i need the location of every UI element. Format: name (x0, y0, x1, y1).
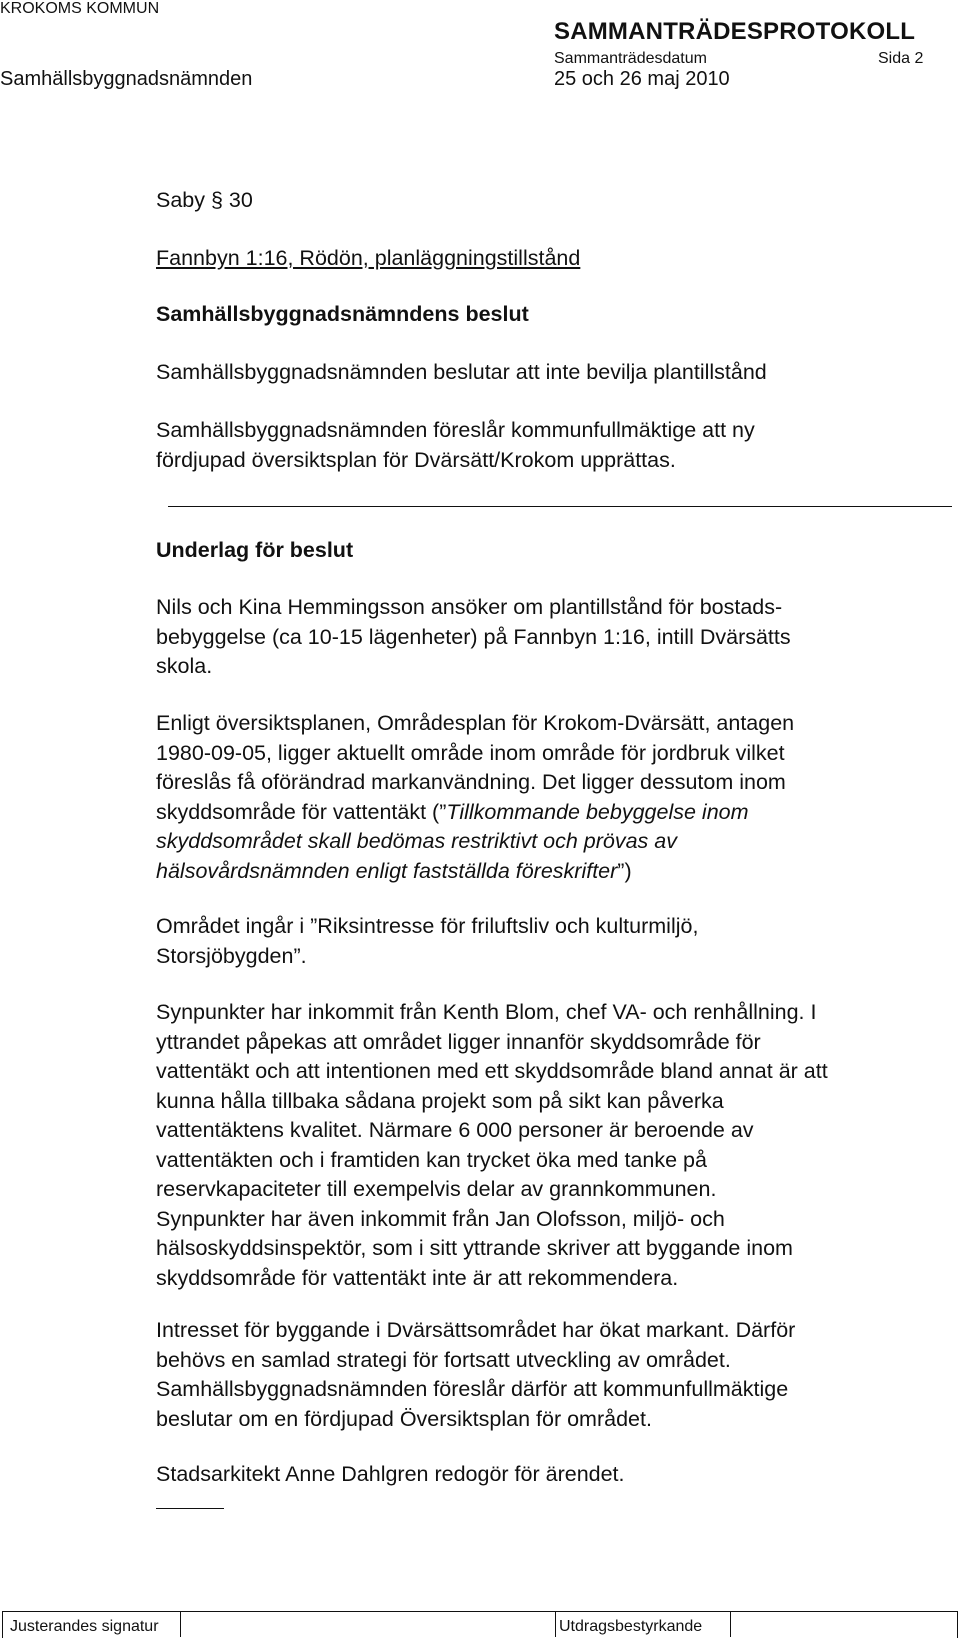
basis-paragraph-4 (156, 998, 946, 1293)
text-line: Samhällsbyggnadsnämnden föreslår kommunfullmäktige att ny (156, 418, 755, 442)
text-line: Storsjöbygden”. (156, 943, 307, 968)
certification-label: Utdragsbestyrkande (559, 1618, 703, 1635)
document-type: SAMMANTRÄDESPROTOKOLL (554, 18, 916, 45)
text-line: Området ingår i ”Riksintresse för friluftsliv och kulturmiljö, (156, 914, 699, 938)
text-line: Samhällsbyggnadsnämnden föreslår därför att kommunfullmäktige (156, 1377, 789, 1401)
footer-divider-2 (555, 1611, 556, 1637)
basis-paragraph-2 (156, 709, 946, 886)
text-line: föreslås få oförändrad markanvändning. Det ligger dessutom inom (156, 770, 786, 794)
meeting-date: 25 och 26 maj 2010 (554, 68, 730, 90)
decision-paragraph-2 (156, 416, 946, 475)
text-run: skyddsområde för vattentäkt (” (156, 799, 447, 824)
basis-paragraph-6: Stadsarkitekt Anne Dahlgren redogör för ärendet. (156, 1462, 625, 1486)
basis-paragraph-5 (156, 1316, 946, 1434)
footer-divider-3 (730, 1611, 731, 1637)
text-line: vattentäkten och i framtiden kan trycket öka med tanke på (156, 1147, 707, 1172)
quoted-regulation: hälsovårdsnämnden enligt fastställda föreskrifter (156, 858, 618, 883)
text-line: hälsoskyddsinspektör, som i sitt yttrande skriver att byggande inom (156, 1236, 793, 1260)
text-line: kunna hålla tillbaka sådana projekt som på sikt kan påverka (156, 1088, 724, 1113)
text-line: Intresset för byggande i Dvärsättsområdet har ökat markant. Därför (156, 1318, 796, 1342)
text-line (156, 827, 946, 857)
end-marker-line (156, 1508, 224, 1509)
committee-name: Samhällsbyggnadsnämnden (0, 68, 253, 90)
date-label: Sammanträdesdatum (554, 50, 707, 67)
decision-paragraph-1: Samhällsbyggnadsnämnden beslutar att inte bevilja plantillstånd (156, 360, 767, 384)
section-divider (168, 506, 952, 507)
text-line: bebyggelse (ca 10-15 lägenheter) på Fannbyn 1:16, intill Dvärsätts (156, 624, 791, 649)
text-line: vattentäkt och att intentionen med ett skyddsområde bland annat är att (156, 1059, 828, 1083)
text-line (156, 857, 946, 887)
text-line: Nils och Kina Hemmingsson ansöker om plantillstånd för bostads- (156, 595, 783, 619)
org-name: KROKOMS KOMMUN (0, 0, 160, 17)
text-line: skyddsområde för vattentäkt inte är att rekommendera. (156, 1265, 679, 1290)
case-title: Fannbyn 1:16, Rödön, planläggningstillstånd (156, 246, 581, 270)
basis-paragraph-1 (156, 593, 946, 682)
text-line (156, 798, 946, 828)
text-line: vattentäktens kvalitet. Närmare 6 000 personer är beroende av (156, 1118, 754, 1142)
text-run: ”) (617, 858, 632, 883)
signature-label: Justerandes signatur (10, 1618, 159, 1635)
text-line: yttrandet påpekas att området ligger innanför skyddsområde för (156, 1029, 761, 1054)
quoted-regulation: Tillkommande bebyggelse inom (446, 799, 749, 824)
basis-paragraph-3 (156, 912, 946, 971)
footer-divider-1 (180, 1611, 181, 1637)
page-number: Sida 2 (878, 50, 924, 67)
text-line: behövs en samlad strategi för fortsatt utveckling av området. (156, 1347, 731, 1372)
decision-heading: Samhällsbyggnadsnämndens beslut (156, 302, 529, 326)
text-line: fördjupad översiktsplan för Dvärsätt/Krokom upprättas. (156, 447, 676, 472)
text-line: reservkapaciteter till exempelvis delar av grannkommunen. (156, 1177, 717, 1201)
text-line: 1980-09-05, ligger aktuellt område inom område för jordbruk vilket (156, 740, 785, 765)
text-line: beslutar om en fördjupad Översiktsplan för området. (156, 1406, 652, 1431)
quoted-regulation: skyddsområdet skall bedömas restriktivt och prövas av (156, 829, 677, 853)
case-number: Saby § 30 (156, 188, 253, 212)
basis-heading: Underlag för beslut (156, 538, 354, 562)
text-line: Synpunkter har även inkommit från Jan Olofsson, miljö- och (156, 1206, 725, 1231)
text-line: skola. (156, 654, 213, 678)
text-line: Synpunkter har inkommit från Kenth Blom, chef VA- och renhållning. I (156, 1000, 817, 1024)
text-line: Enligt översiktsplanen, Områdesplan för Krokom-Dvärsätt, antagen (156, 711, 795, 735)
